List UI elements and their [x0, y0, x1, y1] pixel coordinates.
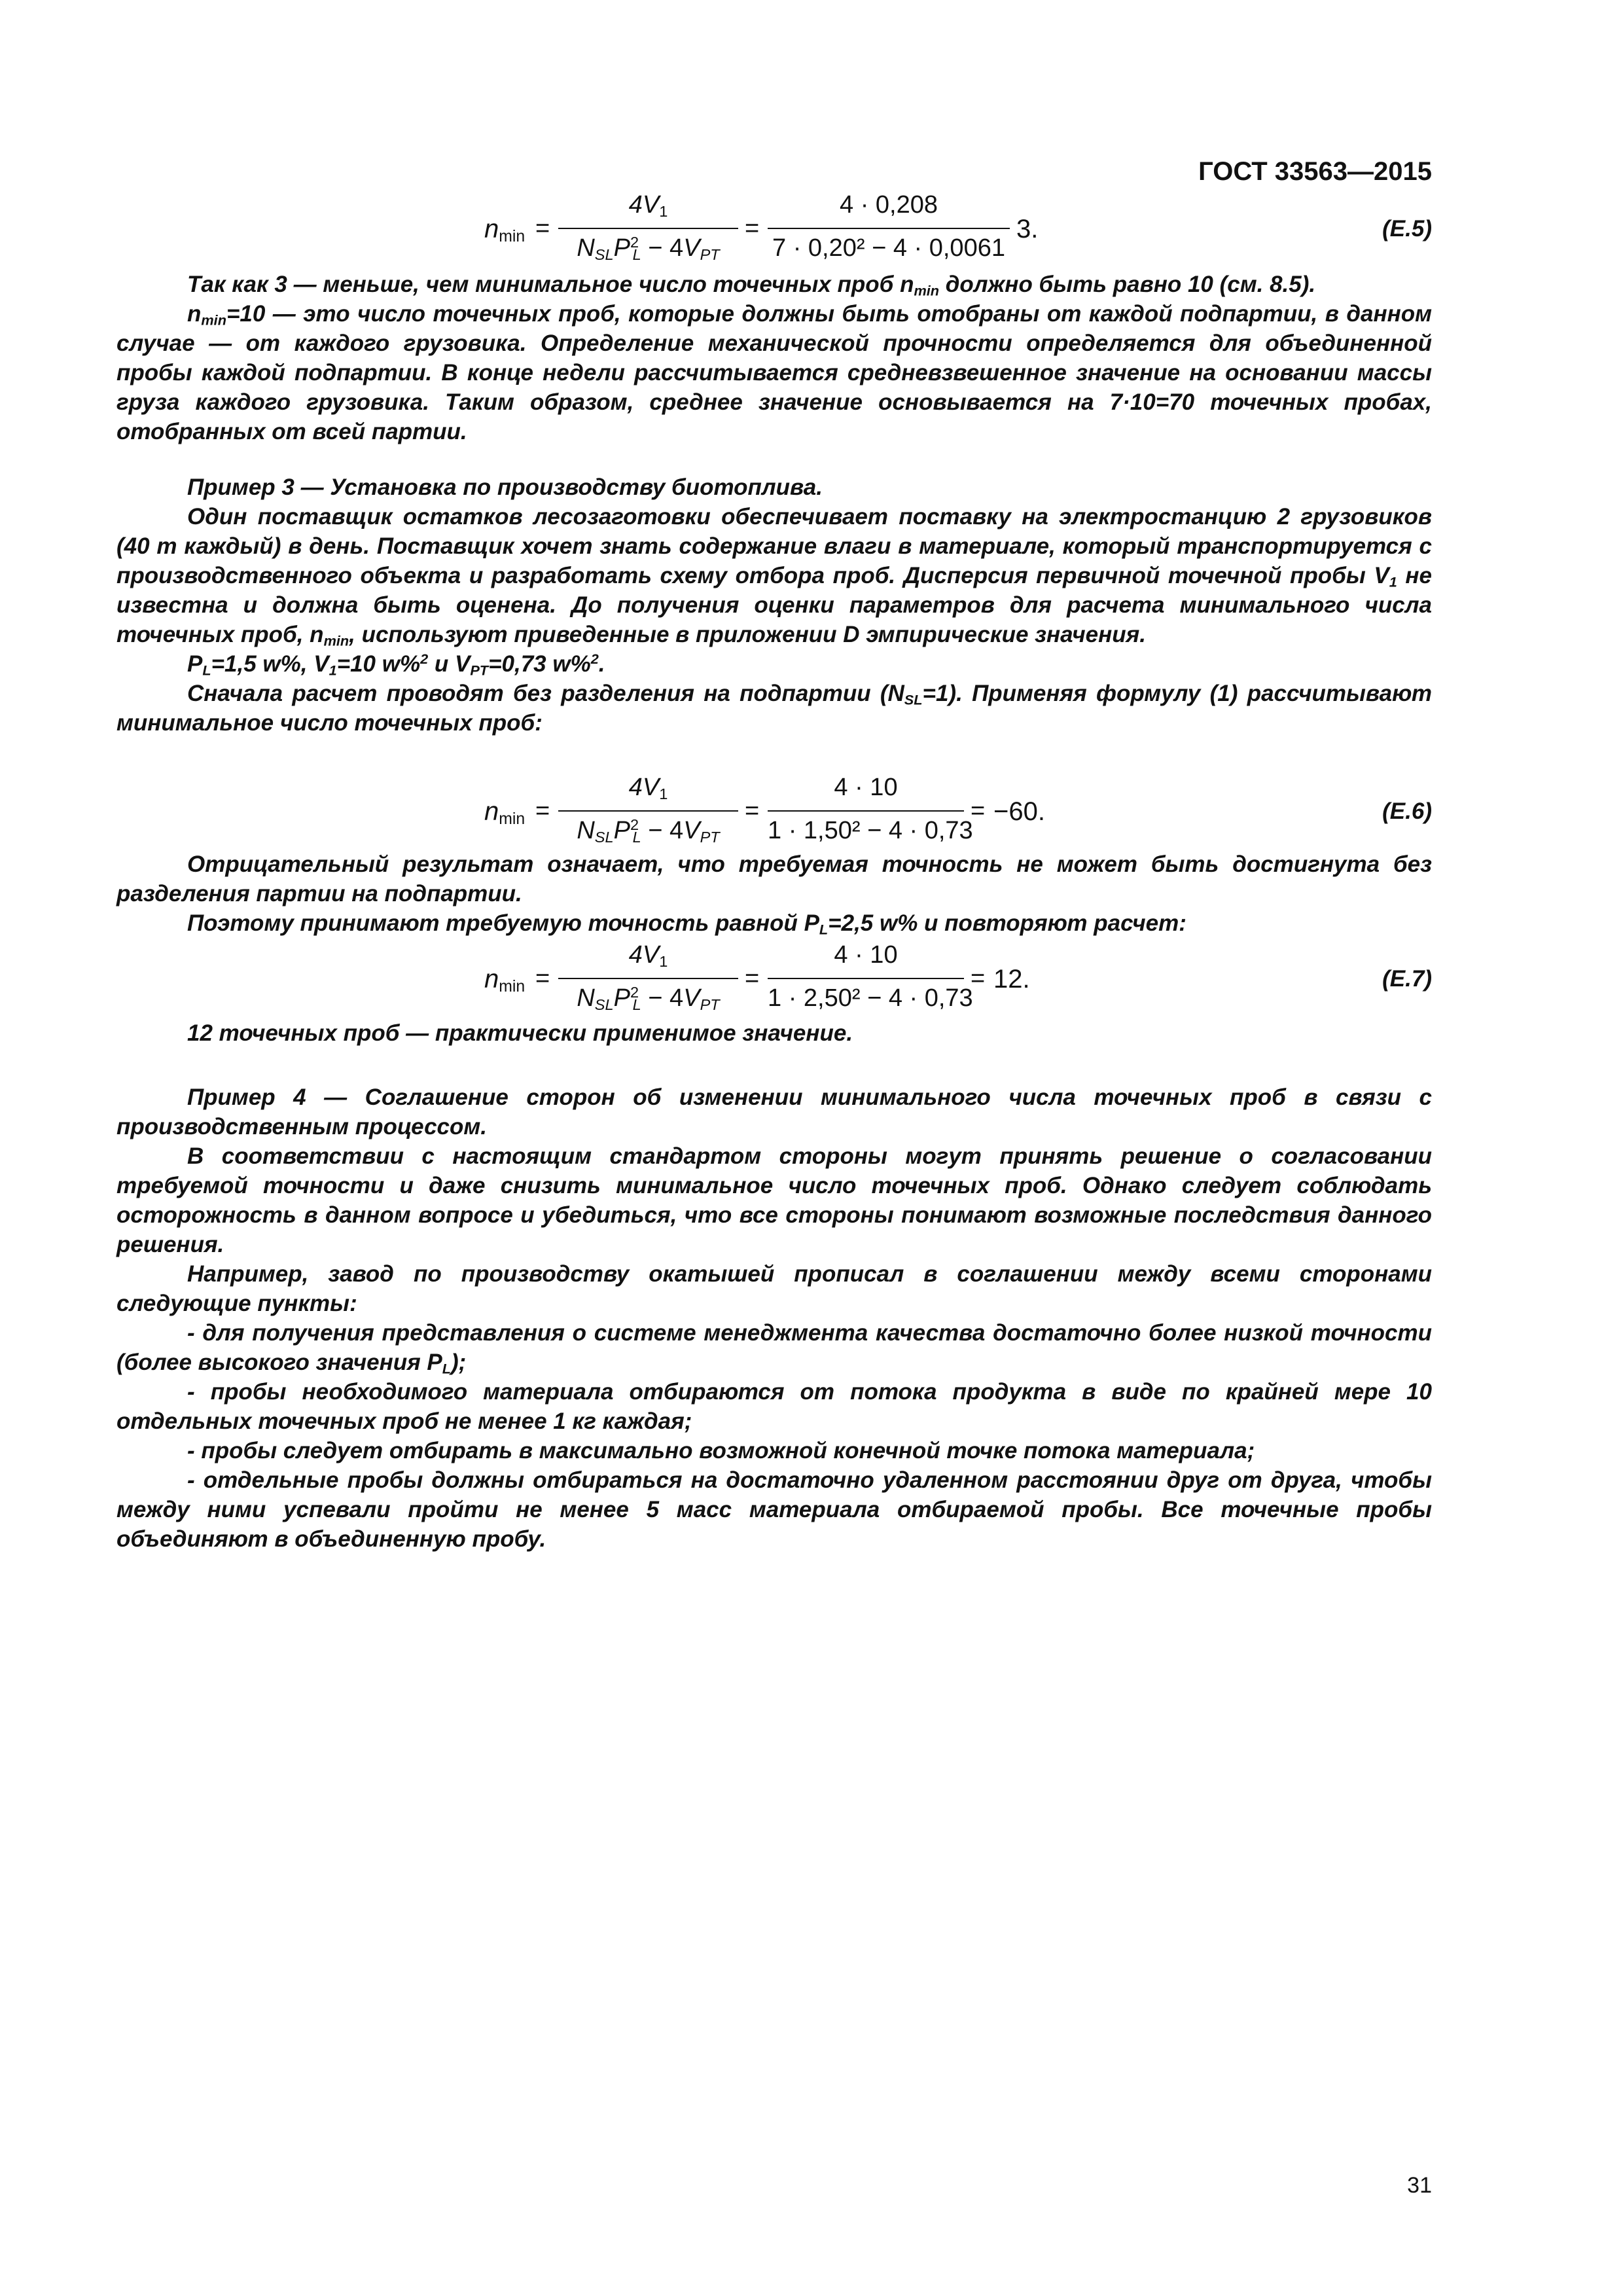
equals-sign: = [745, 965, 760, 992]
equals-sign: = [535, 215, 550, 242]
fraction-values: 4 · 10 1 · 1,50² − 4 · 0,73 [768, 774, 973, 844]
text-block-example-3 [116, 473, 1432, 738]
example-title: Пример 3 — Установка по производству биотоплива. [187, 475, 823, 500]
paragraph: Отрицательный результат означает, что требуемая точность не может быть достигнута без разделения партии на подпартии. [116, 852, 1432, 906]
equation-result: −60. [993, 797, 1045, 826]
equation-result: 12. [993, 965, 1030, 994]
equals-sign: = [535, 797, 550, 825]
equation-lhs: $n_{min}$ [484, 215, 526, 246]
paragraph: 12 точечных проб — практически применимое значение. [187, 1020, 853, 1046]
equation-lhs: $n_{min}$ [484, 965, 526, 996]
text-block-3 [116, 1018, 1432, 1048]
paragraph: $P_L=1,5$ w%, $V_1=10$ w%$^2$ и $V_{PT}=0,73$ w%$^2$. [187, 651, 605, 679]
equation-label: (E.5) [1382, 216, 1432, 242]
paragraph: Поэтому принимают требуемую точность равной $P_L=2,5$ w% и повторяют расчет: [187, 910, 1186, 938]
equals-sign: = [745, 797, 760, 825]
equation-e6 [116, 774, 1432, 852]
equation-e7 [116, 941, 1432, 1020]
fraction-general: $4V_1$ $N_{SL}P^2_L - 4V_{PT}$ [558, 191, 738, 270]
text-block-example-4 [116, 1083, 1432, 1554]
list-item: - пробы необходимого материала отбираются от потока продукта в виде по крайней мере 10 отдельных точечных проб не менее 1 кг каждая; [116, 1379, 1432, 1434]
equals-sign: = [971, 797, 986, 825]
equation-label: (E.6) [1382, 798, 1432, 824]
equals-sign: = [971, 965, 986, 992]
fraction-values: 4 · 0,208 7 · 0,20² − 4 · 0,0061 [768, 191, 1010, 270]
list-item: - пробы следует отбирать в максимально возможной конечной точке потока материала; [187, 1438, 1255, 1463]
paragraph: Например, завод по производству окатышей прописал в соглашении между всеми сторонами следующие пункты: [116, 1261, 1432, 1316]
fraction-general: $4V_1$ $N_{SL}P^2_L - 4V_{PT}$ [558, 774, 738, 852]
equals-sign: = [745, 215, 760, 242]
equals-sign: = [535, 965, 550, 992]
document-code: ГОСТ 33563—2015 [1198, 157, 1432, 186]
fraction-general: $4V_1$ $N_{SL}P^2_L - 4V_{PT}$ [558, 941, 738, 1020]
equation-result: 3. [1016, 215, 1039, 243]
paragraph: Один поставщик остатков лесозаготовки обеспечивает поставку на электростанцию 2 грузовиков (40 т каждый) в день. Поставщик хочет знать содержание влаги в материале, который транспортируется с производственного объекта и разработать схему отбора проб. Дисперсия первичной точечной пробы $V_1$ не известна и должна быть оценена. До получения оценки параметров для расчета минимального числа точечных проб, $n_{min}$, используют приведенные в приложении D эмпирические значения. [116, 504, 1432, 649]
paragraph: В соответствии с настоящим стандартом стороны могут принять решение о согласовании требуемой точности и даже снизить минимальное число точечных проб. Однако следует соблюдать осторожность в данном вопросе и убедиться, что все стороны понимают возможные последствия данного решения. [116, 1143, 1432, 1257]
equation-label: (E.7) [1382, 966, 1432, 992]
paragraph: Сначала расчет проводят без разделения на подпартии $(N_{SL}=1)$. Применяя формулу (1) рассчитывают минимальное число точечных проб: [116, 681, 1433, 736]
paragraph: Так как 3 — меньше, чем минимальное число точечных проб $n_{min}$ должно быть равно 10 (см. 8.5). [187, 272, 1316, 299]
fraction-values: 4 · 10 1 · 2,50² − 4 · 0,73 [768, 941, 973, 1012]
text-block-1 [116, 270, 1432, 446]
list-item: - отдельные пробы должны отбираться на достаточно удаленном расстоянии друг от друга, чтобы между ними успевали пройти не менее 5 масс материала отбираемой пробы. Все точечные пробы объединяют в объединенную пробу. [116, 1467, 1432, 1552]
list-item: - для получения представления о системе менеджмента качества достаточно более низкой точности (более высокого значения $P_L$); [116, 1320, 1432, 1377]
equation-e5 [116, 191, 1432, 270]
paragraph: $n_{min}=10$ — это число точечных проб, которые должны быть отобраны от каждой подпартии, в данном случае — от каждого грузовика. Определение механической прочности определяется для объединенной пробы каждой подпартии. В конце недели рассчитывается средневзвешенное значение на основании массы груза каждого грузовика. Таким образом, среднее значение основывается на 7·10=70 точечных пробах, отобранных от всей партии. [116, 301, 1432, 444]
text-block-2 [116, 850, 1432, 938]
page-number: 31 [1407, 2173, 1432, 2198]
equation-lhs: $n_{min}$ [484, 797, 526, 829]
example-title: Пример 4 — Соглашение сторон об изменении минимального числа точечных проб в связи с производственным процессом. [116, 1085, 1432, 1139]
